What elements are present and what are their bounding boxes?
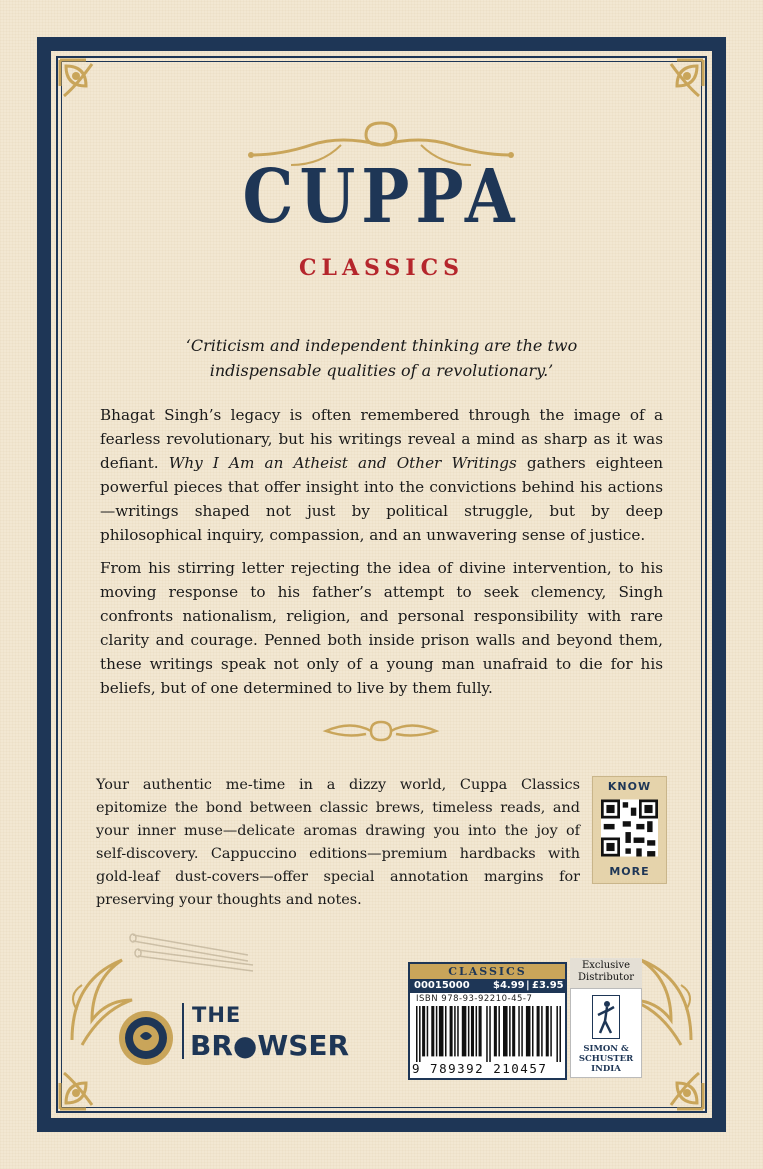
distributor-name-line: INDIA bbox=[591, 1064, 621, 1074]
barcode-series: CLASSICS bbox=[410, 964, 565, 979]
barcode-block bbox=[408, 962, 567, 1080]
divider-ornament-icon bbox=[316, 718, 446, 744]
qr-code-icon[interactable] bbox=[601, 797, 658, 859]
description-paragraph-1 bbox=[100, 403, 663, 547]
logo-subtitle: CLASSICS bbox=[298, 255, 465, 281]
distributor-label: Exclusive Distributor bbox=[570, 958, 642, 988]
corner-ornament-top-left-icon bbox=[56, 56, 116, 116]
description-paragraph-2: From his stirring letter rejecting the idea of divine intervention, to his moving response to his father’s attempt to seek clemency, Singh confronts nationalism, religion, and personal responsibility with rare clarity and courage. Penned both inside prison walls and beyond them, these writings speak not only of a young man unafraid to die for his beliefs, but of one determined to live by them fully. bbox=[100, 559, 663, 697]
cinnamon-sticks-icon bbox=[128, 915, 258, 985]
epigraph-quote: ‘Criticism and independent thinking are the two indispensable qualities of a revolutionary.’ bbox=[185, 336, 578, 380]
barcode-number: 9 789392 210457 bbox=[412, 1061, 548, 1076]
distributor-block bbox=[570, 958, 642, 1078]
corner-ornament-bottom-left-icon bbox=[56, 1053, 116, 1113]
barcode-bars-icon bbox=[416, 1006, 561, 1062]
qr-label-bottom: MORE bbox=[609, 865, 650, 878]
sower-logo-icon bbox=[592, 995, 620, 1039]
description-text: Bhagat Singh’s legacy is often remembered through the image of a fearless revolutionary, but his writings reveal a mind as sharp as it was defiant. bbox=[100, 406, 663, 472]
logo-title: CUPPA bbox=[242, 154, 521, 241]
price-separator: | bbox=[526, 980, 530, 991]
book-title: Why I Am an Atheist and Other Writings bbox=[168, 454, 517, 472]
description-text: gathers eighteen powerful pieces that offer insight into the convictions behind his actions—writings shaped not just by political struggle, but by deep philosophical inquiry, compassion, and an unwavering sense of justice. bbox=[100, 454, 663, 544]
corner-ornament-top-right-icon bbox=[647, 56, 707, 116]
publisher-divider bbox=[182, 1003, 184, 1059]
price-usd: $4.99 bbox=[493, 980, 525, 991]
publisher-the: THE bbox=[192, 1003, 242, 1027]
barcode-prices bbox=[410, 979, 565, 993]
qr-panel[interactable] bbox=[592, 776, 667, 884]
series-promo: Your authentic me-time in a dizzy world, Cuppa Classics epitomize the bond between classic brews, timeless reads, and your inner muse—delicate aromas drawing you into the joy of self-discovery. Cappuccino editions—premium hardbacks with gold-leaf dust-covers—offer special annotation margins for preserving your thoughts and notes. bbox=[96, 777, 580, 908]
distributor-name-line: SIMON & bbox=[583, 1044, 629, 1054]
barcode-code: 00015000 bbox=[414, 980, 470, 991]
cuppa-badge-icon bbox=[118, 1010, 174, 1066]
distributor-logo bbox=[570, 988, 642, 1078]
corner-ornament-bottom-right-icon bbox=[647, 1053, 707, 1113]
distributor-name-line: SCHUSTER bbox=[578, 1054, 634, 1064]
distributor-name bbox=[571, 1044, 641, 1074]
price-gbp: £3.95 bbox=[532, 980, 564, 991]
publisher-name: BR●WSER bbox=[190, 1029, 350, 1062]
isbn-text: ISBN 978-93-92210-45-7 bbox=[416, 994, 533, 1004]
qr-label-top: KNOW bbox=[607, 780, 652, 793]
